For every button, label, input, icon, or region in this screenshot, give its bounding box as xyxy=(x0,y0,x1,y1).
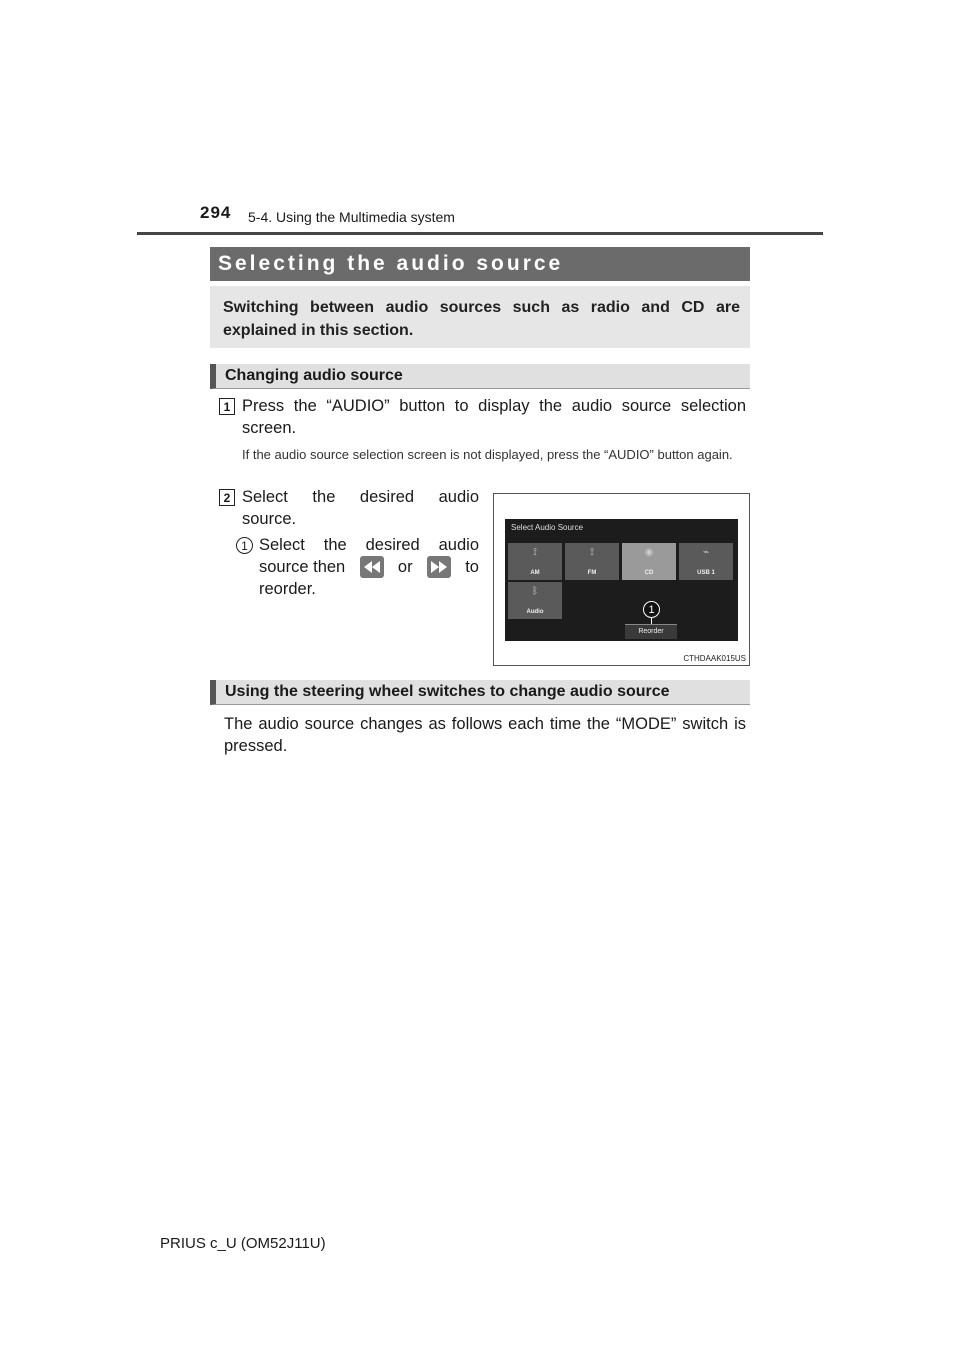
callout-1: 1 xyxy=(643,601,660,618)
usb-icon: ⌁ xyxy=(702,547,710,558)
step-1-text: Press the “AUDIO” button to display the audio source selection screen. xyxy=(242,397,746,437)
antenna-icon: ⟟ xyxy=(590,547,594,558)
fast-forward-icon xyxy=(427,556,451,578)
sub-step-text-c: to xyxy=(465,558,479,576)
image-code: CTHDAAK015US xyxy=(683,654,746,663)
reorder-button: Reorder xyxy=(625,624,677,639)
step-1-note: If the audio source selection screen is not displayed, press the “AUDIO” button again. xyxy=(242,447,733,462)
audio-source-screenshot xyxy=(493,493,750,666)
tile-usb: ⌁ USB 1 xyxy=(679,543,733,580)
footer-model: PRIUS c_U (OM52J11U) xyxy=(160,1235,326,1252)
subheading-text: Using the steering wheel switches to change audio source xyxy=(225,683,670,700)
sub-step-line-1: Select the desired audio xyxy=(259,536,479,554)
step-2-line-2: source. xyxy=(242,510,297,528)
subheading-text: Changing audio source xyxy=(225,367,403,384)
title-bar xyxy=(210,247,750,281)
sub-step-text-b: or xyxy=(397,558,413,576)
sub-step-number-1: 1 xyxy=(236,537,253,554)
screen-title: Select Audio Source xyxy=(511,523,584,532)
section-2-text: The audio source changes as follows each time the “MODE” switch is pressed. xyxy=(224,715,746,755)
subheading-steering-wheel-switches xyxy=(210,680,750,705)
sub-step-line-2 xyxy=(259,556,479,578)
tile-am: ⟟ AM xyxy=(508,543,562,580)
sub-step-line-3: reorder. xyxy=(259,580,316,598)
step-2-line-1: Select the desired audio xyxy=(242,488,479,506)
disc-icon: ◉ xyxy=(644,547,654,558)
tile-bluetooth-audio: ᛒ Audio xyxy=(508,582,562,619)
step-number-1: 1 xyxy=(219,398,235,415)
bluetooth-icon: ᛒ xyxy=(532,586,538,597)
page-number: 294 xyxy=(200,203,232,222)
rewind-icon xyxy=(360,556,384,578)
header-divider xyxy=(137,232,823,235)
intro-text: Switching between audio sources such as radio and CD are explained in this section. xyxy=(223,299,740,339)
page-title: Selecting the audio source xyxy=(218,252,564,275)
antenna-icon: ⟟ xyxy=(533,547,537,558)
sub-step-text-a: source then xyxy=(259,558,346,576)
section-reference: 5-4. Using the Multimedia system xyxy=(248,209,455,225)
intro-box xyxy=(210,286,750,348)
subheading-changing-audio-source xyxy=(210,364,750,389)
tile-fm: ⟟ FM xyxy=(565,543,619,580)
step-number-2: 2 xyxy=(219,489,235,506)
audio-source-screen xyxy=(505,519,738,641)
tile-cd: ◉ CD xyxy=(622,543,676,580)
